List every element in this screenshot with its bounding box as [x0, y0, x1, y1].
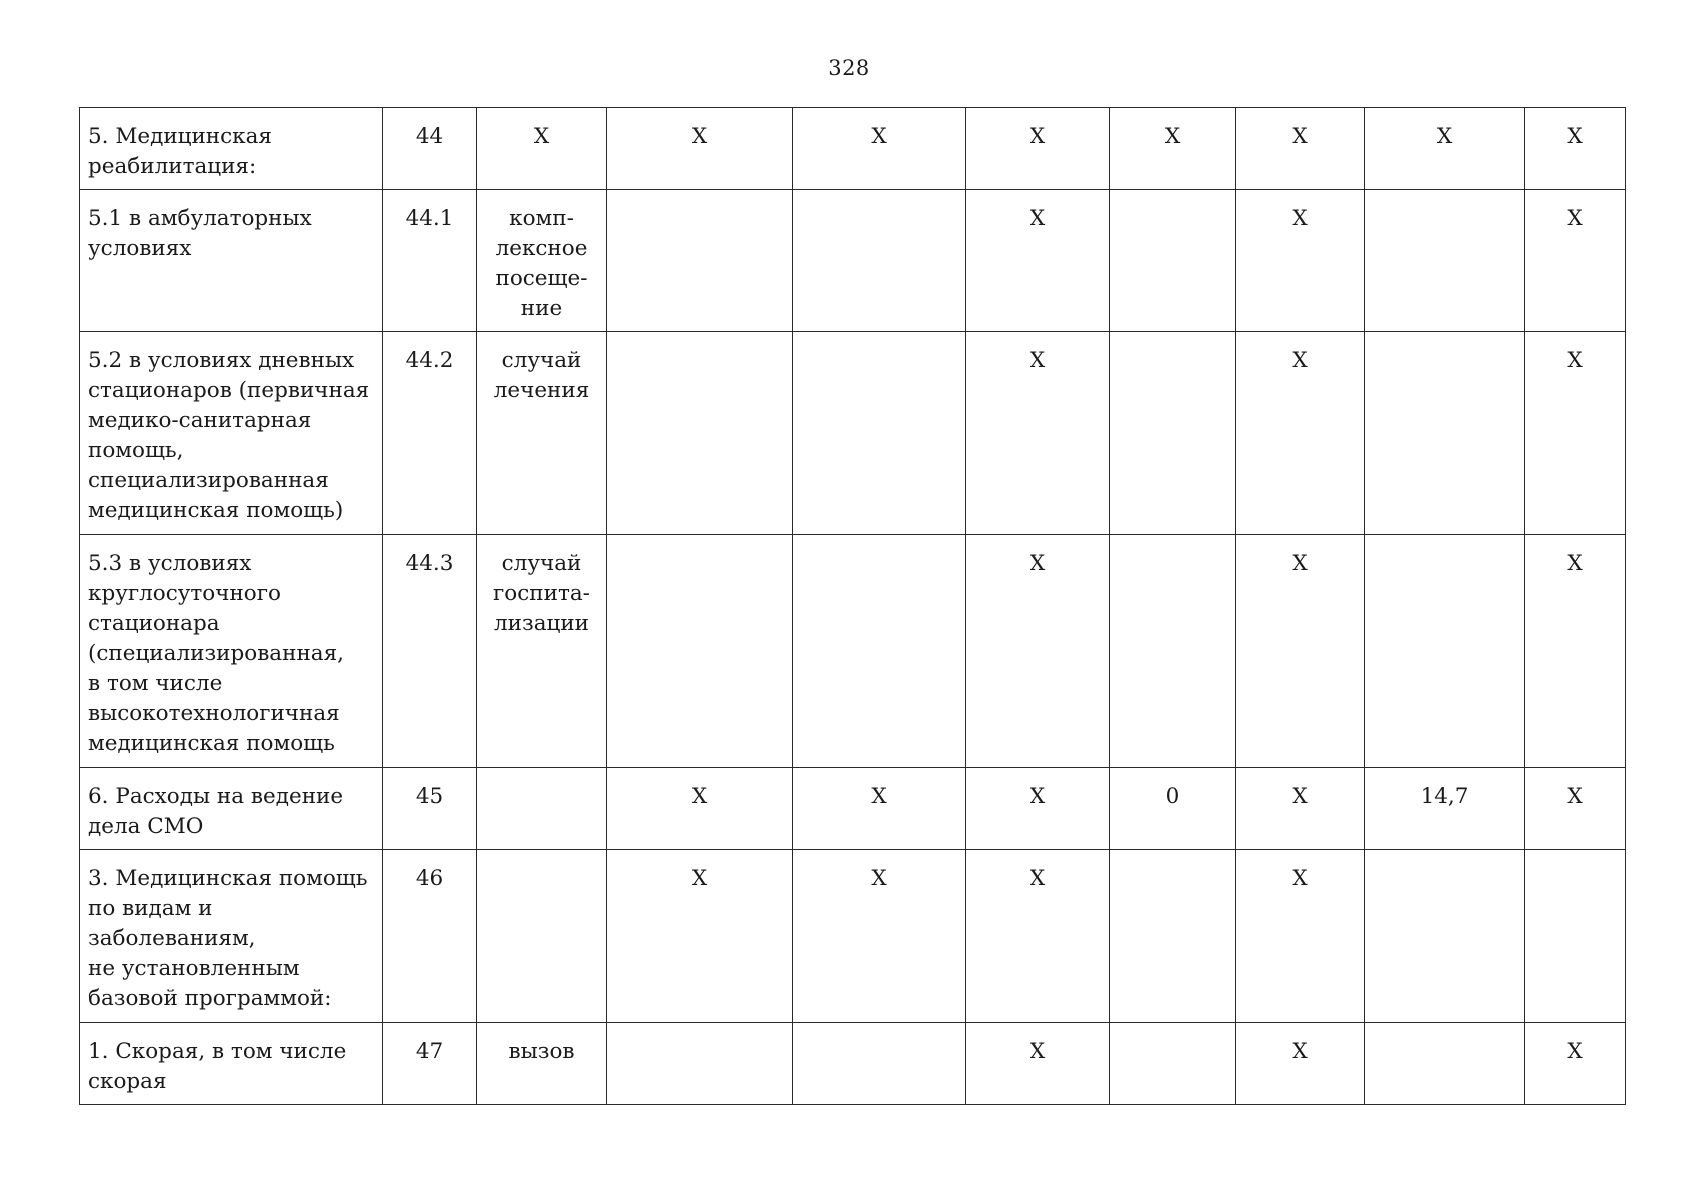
row-value-cell: 0	[1110, 768, 1236, 850]
row-unit-cell: вызов	[477, 1023, 607, 1105]
row-value-cell	[793, 190, 966, 332]
row-code-cell: 47	[383, 1023, 477, 1105]
row-value-cell	[1110, 535, 1236, 768]
row-value-cell: Х	[607, 850, 793, 1023]
row-value-cell: Х	[1236, 332, 1365, 535]
row-value-cell: Х	[1236, 190, 1365, 332]
row-value-cell	[1365, 1023, 1525, 1105]
table-body	[80, 108, 1626, 1105]
table-row	[80, 1023, 1626, 1105]
row-value-cell	[793, 1023, 966, 1105]
row-code-cell: 44.3	[383, 535, 477, 768]
row-value-cell: 14,7	[1365, 768, 1525, 850]
row-value-cell	[1525, 850, 1626, 1023]
table-row	[80, 332, 1626, 535]
row-code-cell: 44	[383, 108, 477, 190]
row-value-cell	[1110, 332, 1236, 535]
row-code-cell: 46	[383, 850, 477, 1023]
row-value-cell	[1365, 190, 1525, 332]
row-value-cell: Х	[1525, 1023, 1626, 1105]
row-unit-cell: случай госпита- лизации	[477, 535, 607, 768]
row-value-cell: Х	[1110, 108, 1236, 190]
row-value-cell	[1110, 850, 1236, 1023]
row-name-cell: 3. Медицинская помощь по видам и заболеваниям, не установленным базовой программой:	[80, 850, 383, 1023]
row-code-cell: 44.1	[383, 190, 477, 332]
row-name-cell: 5.2 в условиях дневных стационаров (первичная медико-санитарная помощь, специализированная медицинская помощь)	[80, 332, 383, 535]
row-value-cell: Х	[966, 108, 1110, 190]
row-value-cell: Х	[966, 768, 1110, 850]
row-unit-cell: комп- лексное посеще- ние	[477, 190, 607, 332]
row-value-cell: Х	[966, 535, 1110, 768]
row-value-cell: Х	[966, 332, 1110, 535]
row-value-cell: Х	[607, 108, 793, 190]
row-value-cell	[793, 535, 966, 768]
row-value-cell: Х	[1365, 108, 1525, 190]
row-unit-cell: случай лечения	[477, 332, 607, 535]
row-unit-cell: Х	[477, 108, 607, 190]
row-value-cell: Х	[1236, 768, 1365, 850]
row-value-cell: Х	[1525, 332, 1626, 535]
row-value-cell: Х	[793, 108, 966, 190]
row-name-cell: 5.1 в амбулаторных условиях	[80, 190, 383, 332]
row-name-cell: 5. Медицинская реабилитация:	[80, 108, 383, 190]
row-value-cell: Х	[966, 850, 1110, 1023]
row-value-cell: Х	[793, 768, 966, 850]
table-row	[80, 190, 1626, 332]
row-value-cell: Х	[1525, 768, 1626, 850]
page-number: 328	[828, 56, 870, 80]
rehabilitation-cost-table	[79, 107, 1626, 1105]
row-value-cell: Х	[1236, 108, 1365, 190]
row-value-cell	[607, 190, 793, 332]
row-value-cell: Х	[1236, 535, 1365, 768]
row-code-cell: 44.2	[383, 332, 477, 535]
row-unit-cell	[477, 850, 607, 1023]
row-value-cell: Х	[1525, 190, 1626, 332]
row-name-cell: 6. Расходы на ведение дела СМО	[80, 768, 383, 850]
row-value-cell	[607, 332, 793, 535]
row-value-cell	[1110, 1023, 1236, 1105]
row-value-cell: Х	[1525, 535, 1626, 768]
row-value-cell	[793, 332, 966, 535]
row-value-cell	[1365, 535, 1525, 768]
row-value-cell	[1365, 332, 1525, 535]
row-value-cell: Х	[966, 1023, 1110, 1105]
table-row	[80, 108, 1626, 190]
row-name-cell: 1. Скорая, в том числе скорая	[80, 1023, 383, 1105]
row-value-cell: Х	[607, 768, 793, 850]
row-name-cell: 5.3 в условиях круглосуточного стационара (специализированная, в том числе высокотехнологичная медицинская помощь	[80, 535, 383, 768]
row-value-cell	[607, 1023, 793, 1105]
row-value-cell	[1110, 190, 1236, 332]
row-value-cell: Х	[793, 850, 966, 1023]
row-value-cell: Х	[966, 190, 1110, 332]
table-row	[80, 768, 1626, 850]
table-row	[80, 535, 1626, 768]
row-unit-cell	[477, 768, 607, 850]
row-value-cell	[1365, 850, 1525, 1023]
table-row	[80, 850, 1626, 1023]
row-value-cell: Х	[1525, 108, 1626, 190]
row-value-cell: Х	[1236, 850, 1365, 1023]
row-code-cell: 45	[383, 768, 477, 850]
row-value-cell	[607, 535, 793, 768]
row-value-cell: Х	[1236, 1023, 1365, 1105]
